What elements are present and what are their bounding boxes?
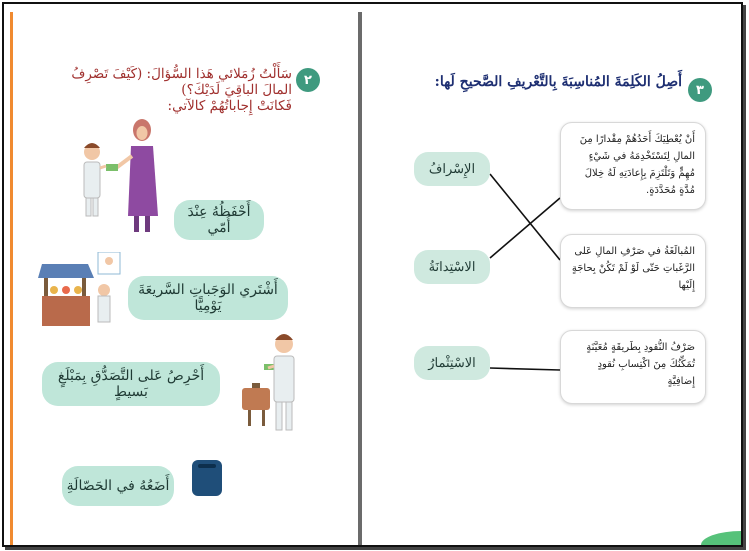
page-edge-decoration — [10, 12, 13, 545]
word-option-label-1: الإِسْرافُ — [428, 161, 476, 177]
answer-text-4: أَضَعُهُ في الحَصّالَةِ — [66, 478, 170, 494]
word-option-label-3: الاسْتِثْمارُ — [428, 355, 476, 371]
question-text: سَأَلْتُ زُمَلائي هَذا السُّؤالَ: (كَيْفَ تَصْرِفُ المالَ الباقِيَ لَدَيْكَ؟) — [71, 66, 292, 98]
match-line-1 — [490, 174, 560, 260]
word-option-3[interactable] — [414, 346, 490, 380]
answer-text-3: أَحْرِصُ عَلى التَّصَدُّقِ بِمَبْلَغٍ بَسيطٍ — [57, 368, 205, 400]
answer-bubble-1 — [174, 200, 264, 240]
question-subtext: فَكانَتْ إِجاباتُهُمْ كالآتي: — [167, 98, 292, 114]
word-option-label-2: الاسْتِدانَةُ — [428, 259, 476, 275]
answer-text-2: أَشْتَري الوَجَباتِ السَّريعَةَ يَوْمِيًّا — [138, 282, 278, 314]
match-line-2 — [490, 198, 560, 258]
answer-text-1: أَحْفَظُهُ عِنْدَ أُمّي — [187, 204, 251, 236]
boy-and-mother-illustration — [76, 116, 168, 240]
answer-bubble-4 — [62, 466, 174, 506]
left-page — [10, 12, 358, 545]
savings-box-icon — [190, 456, 224, 498]
step-number-badge-right: ٣ — [688, 78, 712, 102]
definition-box-3[interactable] — [560, 330, 706, 404]
word-option-2[interactable] — [414, 250, 490, 284]
definition-text-2: المُبالَغَةُ في صَرْفِ المالِ عَلى الرَّغَباتِ حَتّى لَوْ لَمْ تَكُنْ بِحاجَةٍ إِلَيْها — [571, 246, 695, 291]
match-line-3 — [490, 368, 560, 370]
book-spread — [10, 12, 741, 545]
answer-bubble-3 — [42, 362, 220, 406]
screenshot-frame — [2, 2, 743, 547]
exercise-instruction: أَصِلُ الكَلِمَةَ المُناسِبَةَ بِالتَّعْريفِ الصَّحيحِ لَها: — [434, 74, 682, 90]
definition-box-2[interactable] — [560, 234, 706, 308]
word-option-1[interactable] — [414, 152, 490, 186]
food-stall-illustration — [38, 252, 122, 330]
charity-box-illustration — [238, 328, 304, 436]
step-number-badge: ٢ — [296, 68, 320, 92]
answer-bubble-2 — [128, 276, 288, 320]
definition-text-1: أَنْ يُعْطِيَكَ أَحَدُهُمْ مِقْدارًا مِنَ المالِ لِتَسْتَخْدِمَهُ في شَيْءٍ مُهِمٍّ وَتَلْتَزِمَ بِإِعادَتِهِ لَهُ خِلالَ مُدَّةٍ مُحَدَّدَةٍ. — [579, 134, 695, 196]
definition-text-3: صَرْفُ النُّقودِ بِطَريقَةٍ مُعَيَّنَةٍ تُمَكِّنُكَ مِنَ اكْتِسابِ نُقودٍ إِضافِيَّةٍ — [586, 342, 695, 387]
definition-box-1[interactable] — [560, 122, 706, 210]
right-page — [362, 12, 741, 545]
